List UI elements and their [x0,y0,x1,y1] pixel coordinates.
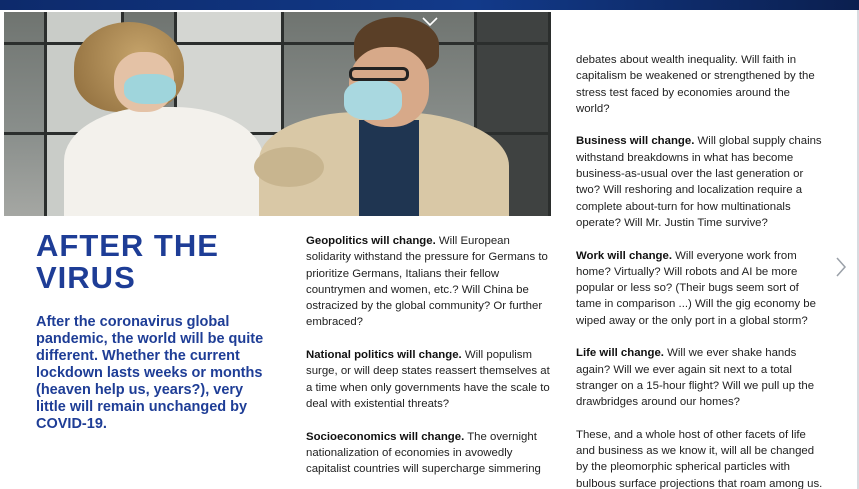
man-shirt [359,120,419,216]
paragraph-body: Will everyone work from home? Virtually? Will robots and AI be more popular or less so? (Their bugs seem sort of tame in comparison ...) Will the gig economy be wiped away or the only port in a global storm? [576,249,816,327]
paragraph-body: These, and a whole host of other facets of life and business as we know it, will all be changed by the pleomorphic spherical particles with bulbous surface projections that roam among us. [576,428,823,489]
paragraph-socioeconomics [306,429,552,478]
paragraph-national-politics [306,347,552,412]
paragraph-heading: Geopolitics will change. [306,235,436,247]
top-accent-bar [0,0,859,10]
article-lead: After the coronavirus global pandemic, the world will be quite different. Whether the current lockdown lasts weeks or months (heaven help us, years?), very little will remain unchanged by COVID-19. [36,314,264,432]
paragraph-heading: Socioeconomics will change. [306,430,465,443]
paragraph-heading: Business will change. [576,135,695,148]
man-glasses [349,67,409,81]
man-mask [344,80,402,120]
paragraph-body: The overnight nationalization of economies in avowedly capitalist countries will supercharge simmering [306,430,541,476]
paragraph-work [576,248,826,329]
paragraph-conclusion [576,427,826,489]
article-title: AFTER THE VIRUS [36,228,219,295]
woman-mask [124,74,176,104]
paragraph-heading: Life will change. [576,347,664,360]
paragraph-heading: National politics will change. [306,349,462,362]
paragraph-life [576,345,826,410]
paragraph-body: Will global supply chains withstand breakdowns in what has become business-as-usual over the last generation or two? Will reshoring and localization require a complete about-turn for how multinationals operate? Will Mr. Justin Time survive? [576,135,822,229]
paragraph-body: debates about wealth inequality. Will faith in capitalism be weakened or strengthened by the stress test faced by economies around the world? [576,54,815,115]
paragraph-body: Will we ever shake hands again? Will we ever again sit next to a total stranger on a 15-hour flight? Will we pull up the drawbridges around our homes? [576,347,815,409]
elbow-bump [254,147,324,187]
text-column-2 [306,233,552,489]
paragraph-heading: Work will change. [576,249,672,262]
chevron-down-icon[interactable] [421,15,439,29]
text-column-3 [576,52,826,489]
paragraph-business [576,133,826,231]
paragraph-body: Will populism surge, or will deep states reassert themselves at a time when only governments have the scale to deal with existential threats? [306,349,550,410]
paragraph-continued [576,52,826,117]
paragraph-body: Will European solidarity withstand the pressure for Germans to prioritize Germans, Italians their fellow countrymen and women, etc.? Will China be ostracized by the global community? Or further embraced? [306,235,548,329]
hero-photo [4,12,551,216]
paragraph-geopolitics [306,233,552,331]
woman-blouse [64,107,264,216]
chevron-right-icon[interactable] [834,256,848,278]
